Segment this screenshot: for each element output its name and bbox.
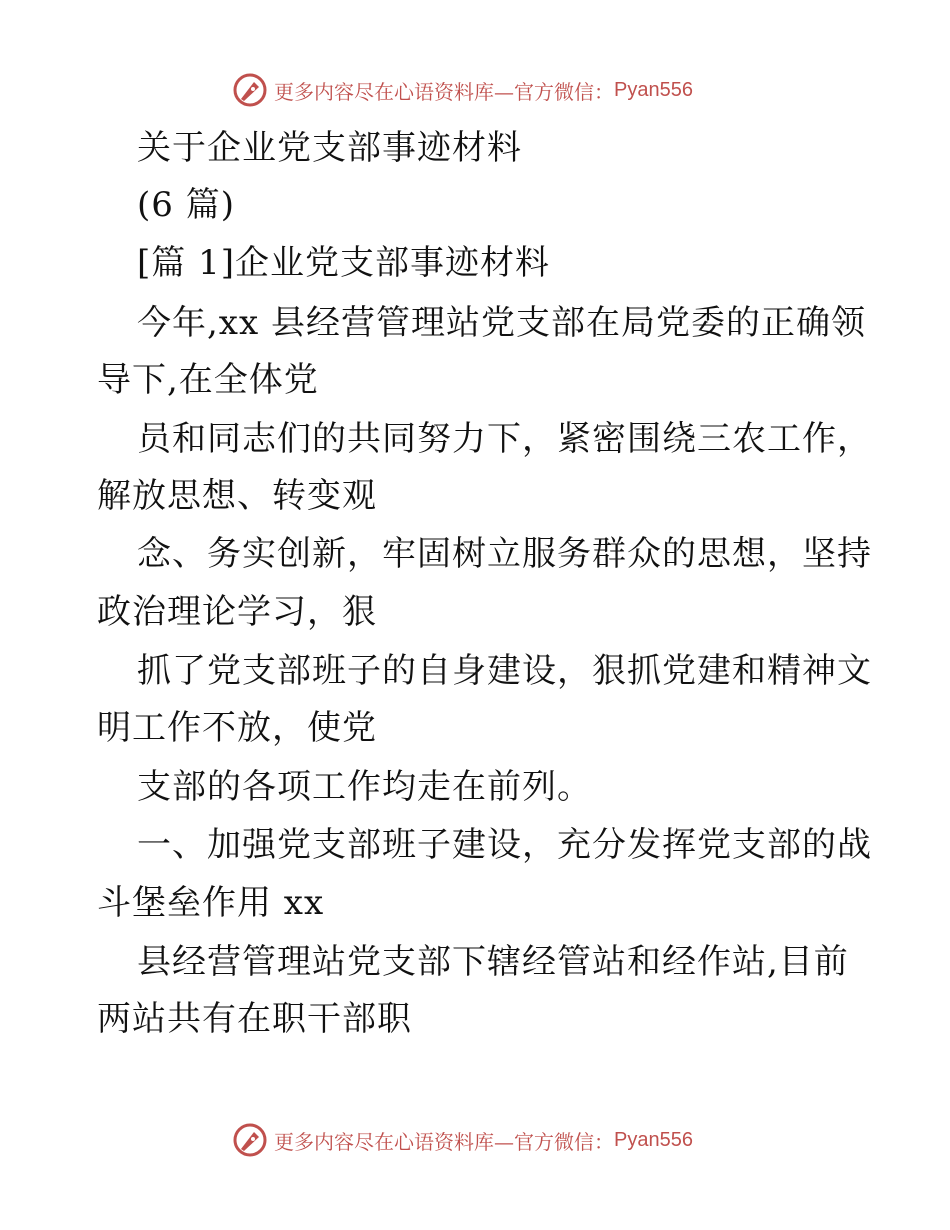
paragraph-line: 解放思想、转变观 bbox=[97, 476, 377, 516]
document-count: (6 篇) bbox=[137, 185, 235, 225]
paragraph-line: 今年,xx 县经营管理站党支部在局党委的正确领 bbox=[137, 303, 866, 343]
watermark-text: 更多内容尽在心语资料库—官方微信： bbox=[274, 1129, 614, 1154]
paragraph-line: 县经营管理站党支部下辖经管站和经作站,目前 bbox=[137, 942, 849, 982]
paragraph-line: 员和同志们的共同努力下，紧密围绕三农工作， bbox=[137, 419, 872, 459]
watermark-wechat-id: Pyan556 bbox=[614, 1128, 693, 1151]
paragraph-line: 抓了党支部班子的自身建设，狠抓党建和精神文 bbox=[137, 651, 872, 691]
pen-nib-logo-icon bbox=[232, 1122, 268, 1158]
paragraph-line: 明工作不放，使党 bbox=[97, 708, 377, 748]
paragraph-line: 政治理论学习，狠 bbox=[97, 592, 377, 632]
paragraph-line: 支部的各项工作均走在前列。 bbox=[137, 767, 592, 807]
paragraph-line: 念、务实创新，牢固树立服务群众的思想，坚持 bbox=[137, 534, 872, 574]
paragraph-line: 斗堡垒作用 xx bbox=[97, 883, 325, 923]
watermark-text: 更多内容尽在心语资料库—官方微信： bbox=[274, 79, 614, 104]
document-title: 关于企业党支部事迹材料 bbox=[137, 128, 522, 168]
paragraph-line: 导下,在全体党 bbox=[97, 360, 319, 400]
pen-nib-logo-icon bbox=[232, 72, 268, 108]
section-heading: [篇 1]企业党支部事迹材料 bbox=[137, 243, 550, 283]
paragraph-line: 一、加强党支部班子建设，充分发挥党支部的战 bbox=[137, 825, 872, 865]
paragraph-line: 两站共有在职干部职 bbox=[97, 999, 412, 1039]
watermark-banner-bottom bbox=[232, 1120, 693, 1160]
watermark-banner-top bbox=[232, 70, 693, 110]
watermark-wechat-id: Pyan556 bbox=[614, 78, 693, 101]
